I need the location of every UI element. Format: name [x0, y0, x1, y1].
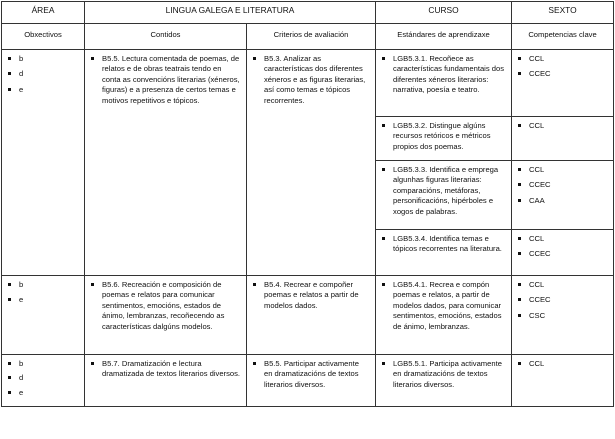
area-label: ÁREA [2, 2, 85, 24]
competency-item: CCL [518, 121, 607, 131]
criterion-text: B5.3. Analizar as características dos diferentes xéneros e as figuras literarias, así como temas e tópicos recorrentes. [253, 54, 369, 106]
table-row [2, 355, 614, 407]
competency-item: CCEC [518, 180, 607, 190]
criteria-header: Criterios de avaliación [247, 24, 376, 50]
competencies-header: Competencias clave [512, 24, 614, 50]
objective-item: b [8, 54, 78, 64]
standard-text: LGB5.3.2. Distingue algúns recursos retóricos e métricos propios dos poemas. [382, 121, 505, 152]
standard-text: LGB5.4.1. Recrea e compón poemas e relatos, a partir de modelos dados, para comunicar sentimentos, emocións, estados de ánimo, lembranzas. [382, 280, 505, 332]
objective-item: d [8, 69, 78, 79]
objective-item: b [8, 280, 78, 290]
standard-cell [376, 117, 512, 161]
curriculum-table [1, 1, 614, 407]
objective-item: e [8, 85, 78, 95]
competency-item: CAA [518, 196, 607, 206]
content-text: B5.5. Lectura comentada de poemas, de relatos e de obras teatrais tendo en conta as convencións literarias (xéneros, figuras) e a presenza de certos temas e motivos repetitivos e tópicos. [91, 54, 240, 106]
standard-cell [376, 276, 512, 355]
competency-item: CCL [518, 359, 607, 369]
table-row [2, 50, 614, 117]
competency-cell [512, 230, 614, 276]
competency-cell [512, 276, 614, 355]
objectives-cell [2, 276, 85, 355]
competency-item: CCEC [518, 69, 607, 79]
competency-cell [512, 117, 614, 161]
criterion-text: B5.5. Participar activamente en dramatizacións de textos literarios diversos. [253, 359, 369, 390]
objectives-cell [2, 50, 85, 276]
standard-text: LGB5.3.3. Identifica e emprega algunhas figuras literarias: comparacións, metáforas, personificacións, hipérboles e xogos de palabras. [382, 165, 505, 217]
table-row [2, 276, 614, 355]
criterion-cell [247, 355, 376, 407]
criterion-text: B5.4. Recrear e compoñer poemas e relatos a partir de modelos dados. [253, 280, 369, 311]
criterion-cell [247, 50, 376, 276]
subject-title: LINGUA GALEGA E LITERATURA [85, 2, 376, 24]
competency-item: CCL [518, 165, 607, 175]
header-row [2, 2, 614, 24]
content-text: B5.7. Dramatización e lectura dramatizada de textos literarios diversos. [91, 359, 240, 380]
standard-text: LGB5.3.4. Identifica temas e tópicos recorrentes na literatura. [382, 234, 505, 255]
content-cell [85, 50, 247, 276]
objective-item: e [8, 388, 78, 398]
content-text: B5.6. Recreación e composición de poemas e relatos para comunicar sentimentos, emocións, estados de ánimo, lembranzas, recoñecendo as características dalgúns modelos. [91, 280, 240, 332]
objectives-cell [2, 355, 85, 407]
standard-text: LGB5.5.1. Participa activamente en dramatizacións de textos literarios diversos. [382, 359, 505, 390]
standard-cell [376, 355, 512, 407]
standard-cell [376, 161, 512, 230]
standard-cell [376, 50, 512, 117]
course-label: CURSO [376, 2, 512, 24]
competency-item: CSC [518, 311, 607, 321]
standard-text: LGB5.3.1. Recoñece as características fundamentais dos diferentes xéneros literarios: narrativa, poesía e teatro. [382, 54, 505, 96]
content-cell [85, 355, 247, 407]
objective-item: d [8, 373, 78, 383]
competency-cell [512, 50, 614, 117]
criterion-cell [247, 276, 376, 355]
competency-item: CCL [518, 234, 607, 244]
competency-item: CCL [518, 54, 607, 64]
competency-cell [512, 161, 614, 230]
competency-item: CCL [518, 280, 607, 290]
objective-item: e [8, 295, 78, 305]
column-header-row [2, 24, 614, 50]
competency-item: CCEC [518, 249, 607, 259]
course-value: SEXTO [512, 2, 614, 24]
objective-item: b [8, 359, 78, 369]
standards-header: Estándares de aprendizaxe [376, 24, 512, 50]
competency-cell [512, 355, 614, 407]
competency-item: CCEC [518, 295, 607, 305]
contents-header: Contidos [85, 24, 247, 50]
objectives-header: Obxectivos [2, 24, 85, 50]
content-cell [85, 276, 247, 355]
standard-cell [376, 230, 512, 276]
